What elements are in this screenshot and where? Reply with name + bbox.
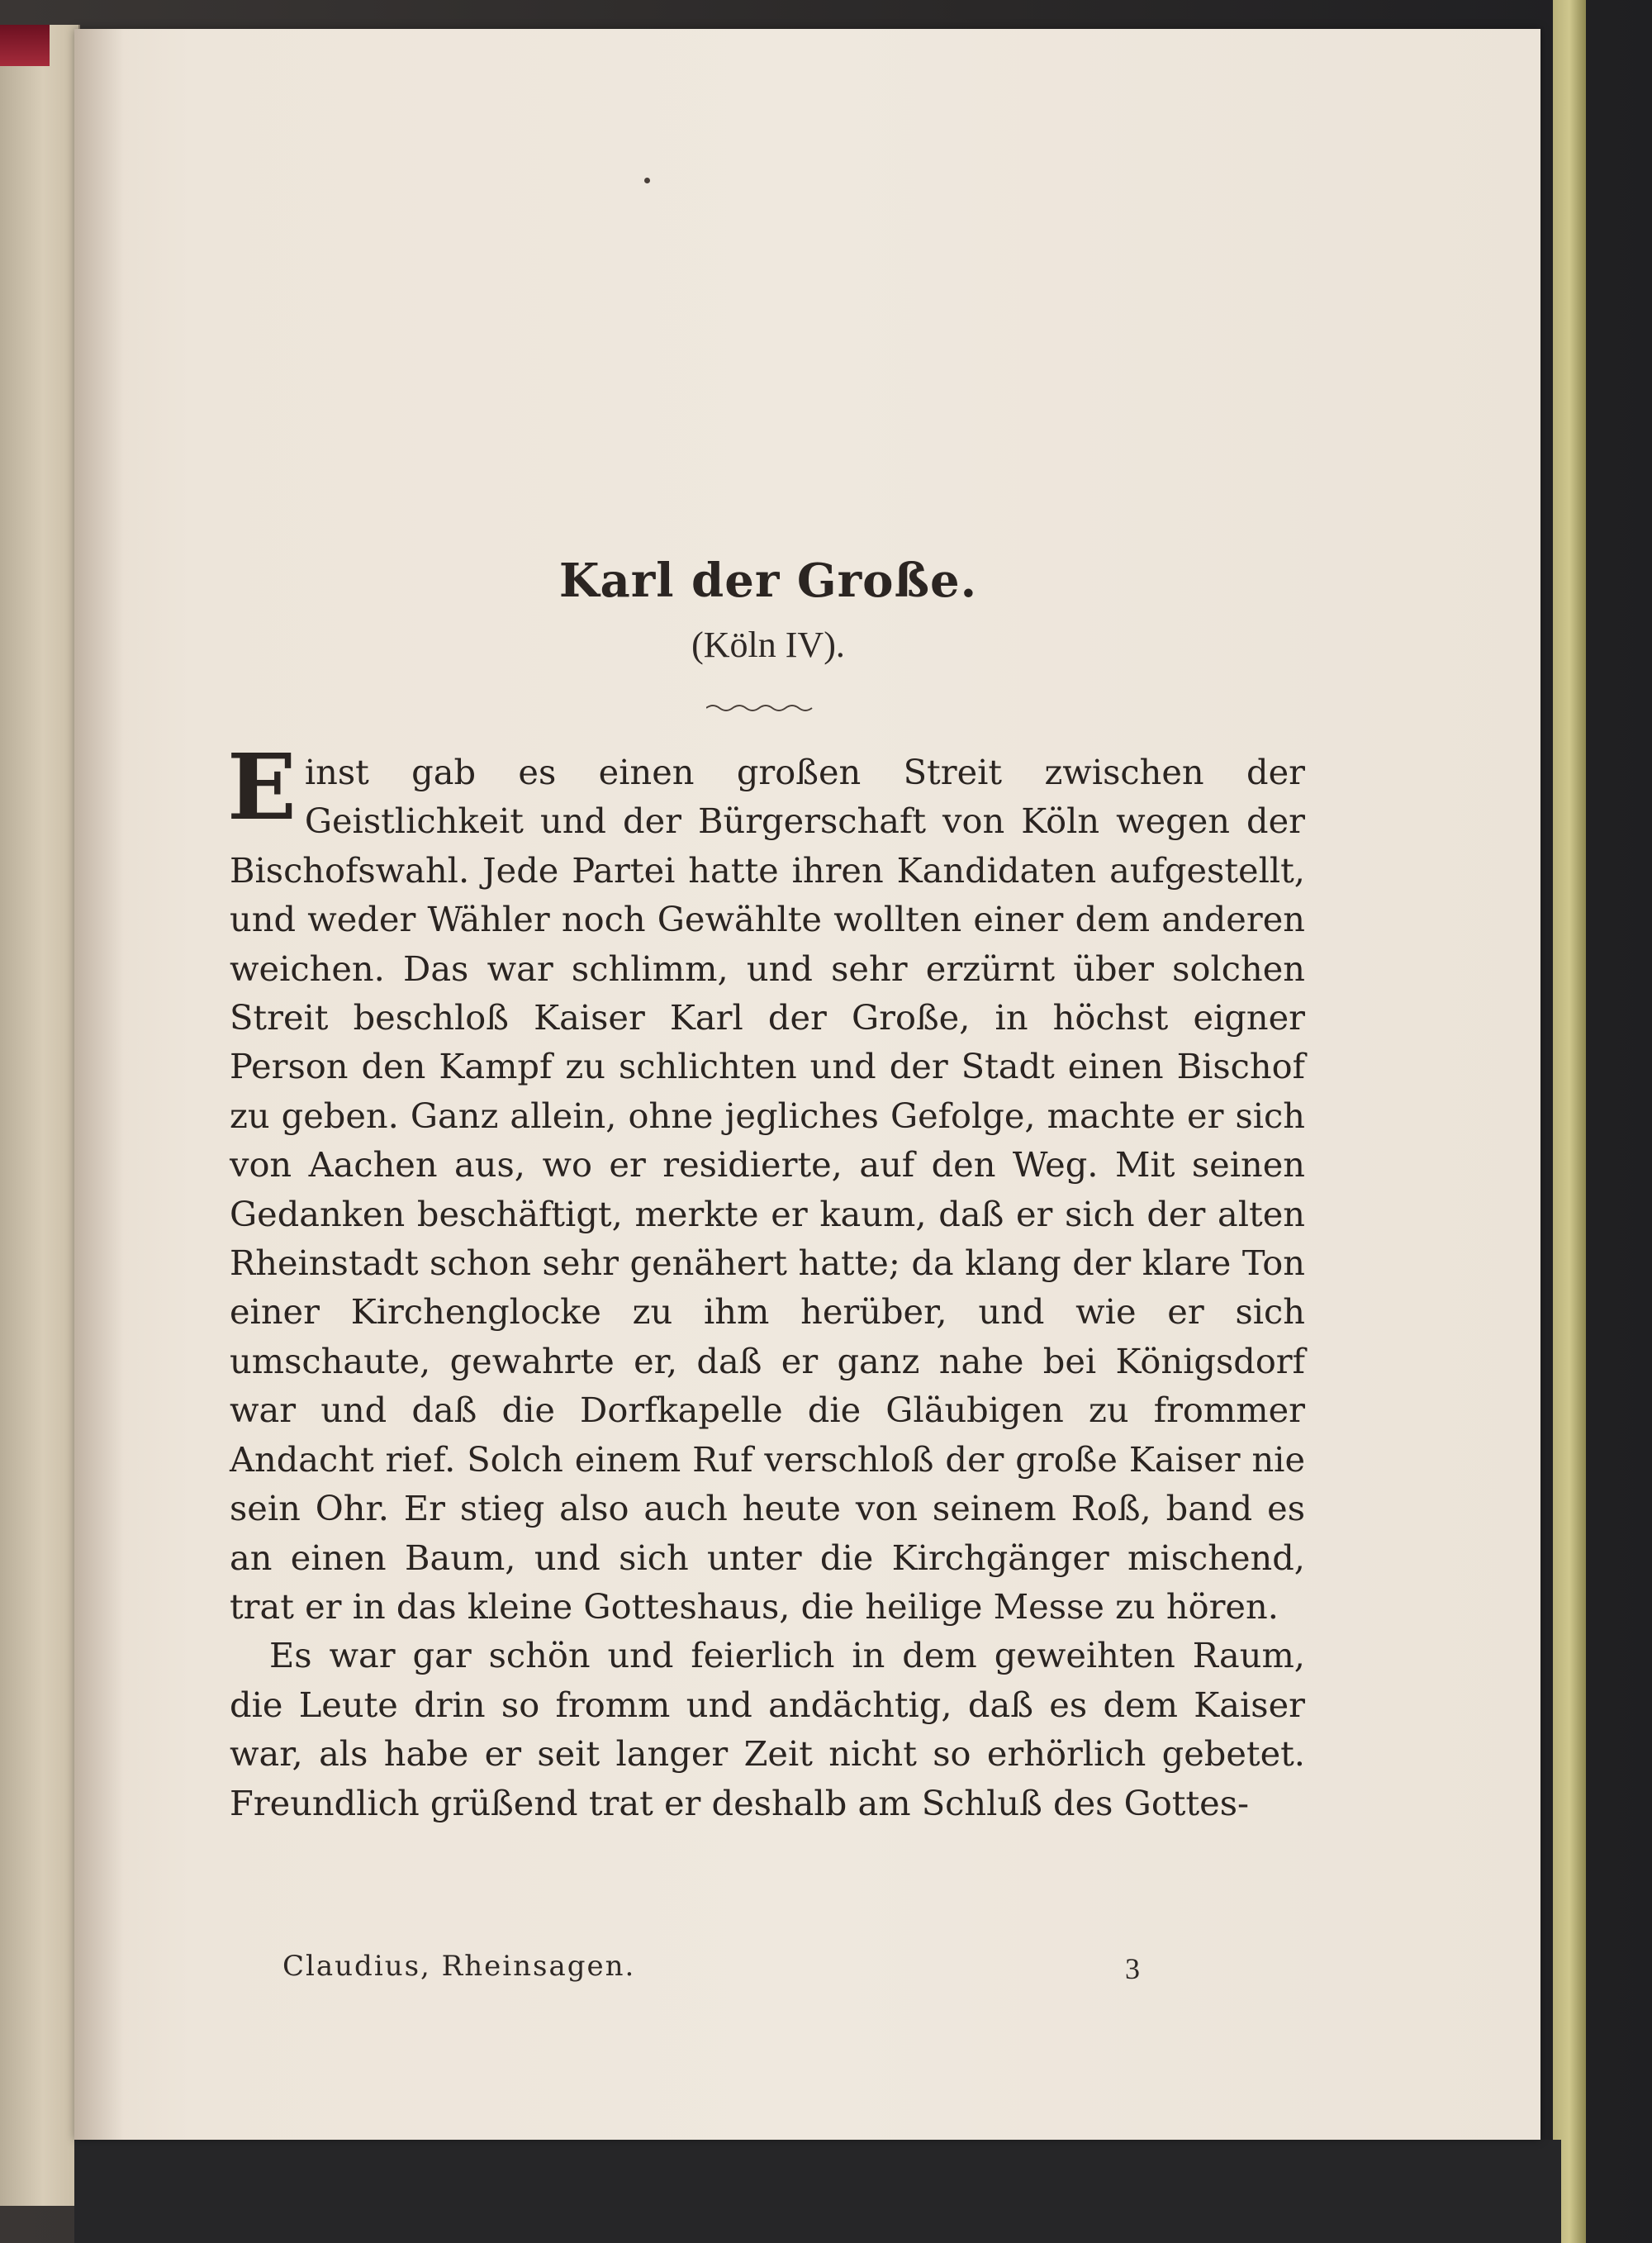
chapter-title: Karl der Große. (558, 554, 978, 608)
page-number: 3 (1125, 1952, 1140, 1985)
bottom-shadow (74, 2140, 1561, 2243)
bookmark-ribbon (0, 25, 50, 66)
body-text (227, 734, 1305, 1827)
left-page-stack (0, 25, 80, 2206)
chapter-subtitle: (Köln IV). (691, 625, 845, 665)
gilt-page-edge (1553, 0, 1586, 2243)
paragraph-1: Einst gab es einen großen Streit zwischen der Geistlichkeit und der Bürgerschaft von Köln wegen der Bischofswahl. Jede Partei hatte ihren Kandidaten aufgestellt, und weder Wähler noch Gewählte wollten einer dem anderen weichen. Das war schlimm, und sehr erzürnt über solchen Streit beschloß Kaiser Karl der Große, in höchst eigner Person den Kampf zu schlichten und der Stadt einen Bischof zu geben. Ganz allein, ohne jegliches Gefolge, machte er sich von Aachen aus, wo er residierte, auf den Weg. Mit seinen Gedanken beschäftigt, merkte er kaum, daß er sich der alten Rheinstadt schon sehr genähert hatte; da klang der klare Ton einer Kirchenglocke zu ihm herüber, und wie er sich umschaute, gewahrte er, daß er ganz nahe bei Königsdorf war und daß die Dorfkapelle die Gläubigen zu frommer Andacht rief. Solch einem Ruf verschloß der große Kaiser nie sein Ohr. Er stieg also auch heute von seinem Roß, band es an einen Baum, und sich unter die Kirchgänger mischend, trat er in das kleine Gotteshaus, die heilige Messe zu hören. (227, 734, 1305, 1627)
paper-speck (644, 178, 650, 183)
paragraph-2: Es war gar schön und feierlich in dem geweihten Raum, die Leute drin so fromm und andächtig, daß es dem Kaiser war, als habe er seit langer Zeit nicht so erhörlich gebetet. Freundlich grüßend trat er deshalb am Schluß des Gottes- (230, 1635, 1305, 1823)
footer-signature: Claudius, Rheinsagen. (282, 1950, 636, 1983)
divider-ornament (706, 702, 818, 714)
